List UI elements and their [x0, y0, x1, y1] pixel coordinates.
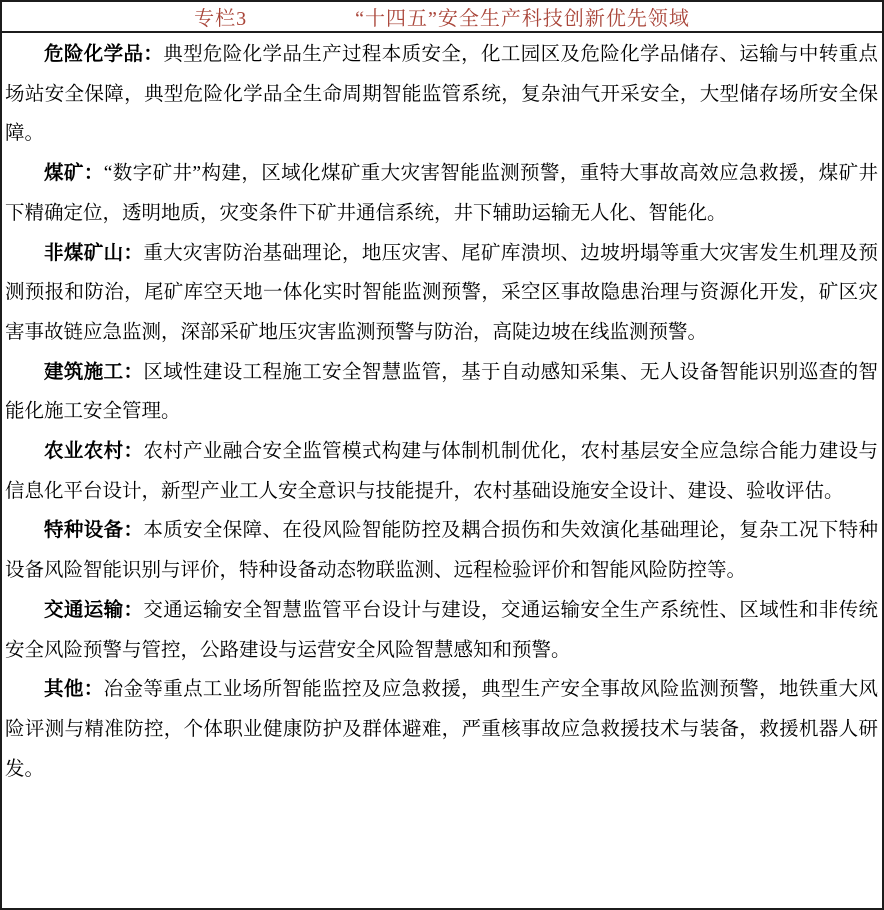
priority-area-paragraph — [5, 154, 878, 233]
priority-area-text: 典型危险化学品生产过程本质安全，化工园区及危险化学品储存、运输与中转重点场站安全保障，典型危险化学品全生命周期智能监管系统，复杂油气开采安全，大型储存场所安全保障。 — [5, 44, 878, 145]
priority-area-term: 危险化学品： — [44, 44, 164, 65]
priority-area-term: 交通运输： — [44, 599, 144, 621]
priority-area-paragraph — [5, 511, 878, 590]
priority-area-text: 本质安全保障、在役风险智能防控及耦合损伤和失效演化基础理论，复杂工况下特种设备风险智能识别与评价，特种设备动态物联监测、远程检验评价和智能风险防控等。 — [5, 520, 878, 582]
panel-title-text: “十四五”安全生产科技创新优先领域 — [355, 8, 690, 30]
panel-body — [2, 33, 882, 908]
priority-area-term: 煤矿： — [44, 163, 104, 185]
panel-title — [2, 2, 882, 33]
priority-area-text: 农村产业融合安全监管模式构建与体制机制优化，农村基层安全应急综合能力建设与信息化平台设计，新型产业工人安全意识与技能提升，农村基础设施安全设计、建设、验收评估。 — [5, 441, 878, 502]
priority-area-term: 特种设备： — [44, 520, 144, 542]
priority-area-paragraph — [5, 432, 878, 511]
priority-area-term: 其他： — [44, 679, 104, 701]
priority-area-term: 非煤矿山： — [44, 242, 144, 264]
priority-area-text: “数字矿井”构建，区域化煤矿重大灾害智能监测预警，重特大事故高效应急救援，煤矿井下精确定位，透明地质，灾变条件下矿井通信系统，井下辅助运输无人化、智能化。 — [5, 163, 878, 224]
priority-area-term: 建筑施工： — [44, 361, 144, 383]
priority-area-text: 冶金等重点工业场所智能监控及应急救援，典型生产安全事故风险监测预警，地铁重大风险评测与精准防控，个体职业健康防护及群体避难，严重核事故应急救援技术与装备，救援机器人研发。 — [5, 679, 878, 780]
priority-area-text: 区域性建设工程施工安全智慧监管，基于自动感知采集、无人设备智能识别巡查的智能化施工安全管理。 — [5, 361, 878, 423]
priority-area-text: 交通运输安全智慧监管平台设计与建设，交通运输安全生产系统性、区域性和非传统安全风险预警与管控，公路建设与运营安全风险智慧感知和预警。 — [5, 599, 878, 661]
priority-area-paragraph — [5, 353, 878, 432]
priority-area-text: 重大灾害防治基础理论，地压灾害、尾矿库溃坝、边坡坍塌等重大灾害发生机理及预测预报和防治，尾矿库空天地一体化实时智能监测预警，采空区事故隐患治理与资源化开发，矿区灾害事故链应急监测，深部采矿地压灾害监测预警与防治，高陡边坡在线监测预警。 — [5, 242, 878, 343]
priority-area-paragraph — [5, 234, 878, 353]
priority-area-paragraph — [5, 670, 878, 789]
priority-area-paragraph — [5, 591, 878, 670]
priority-area-paragraph — [5, 35, 878, 154]
panel-title-label: 专栏3 — [194, 8, 248, 30]
priority-area-term: 农业农村： — [44, 441, 144, 463]
